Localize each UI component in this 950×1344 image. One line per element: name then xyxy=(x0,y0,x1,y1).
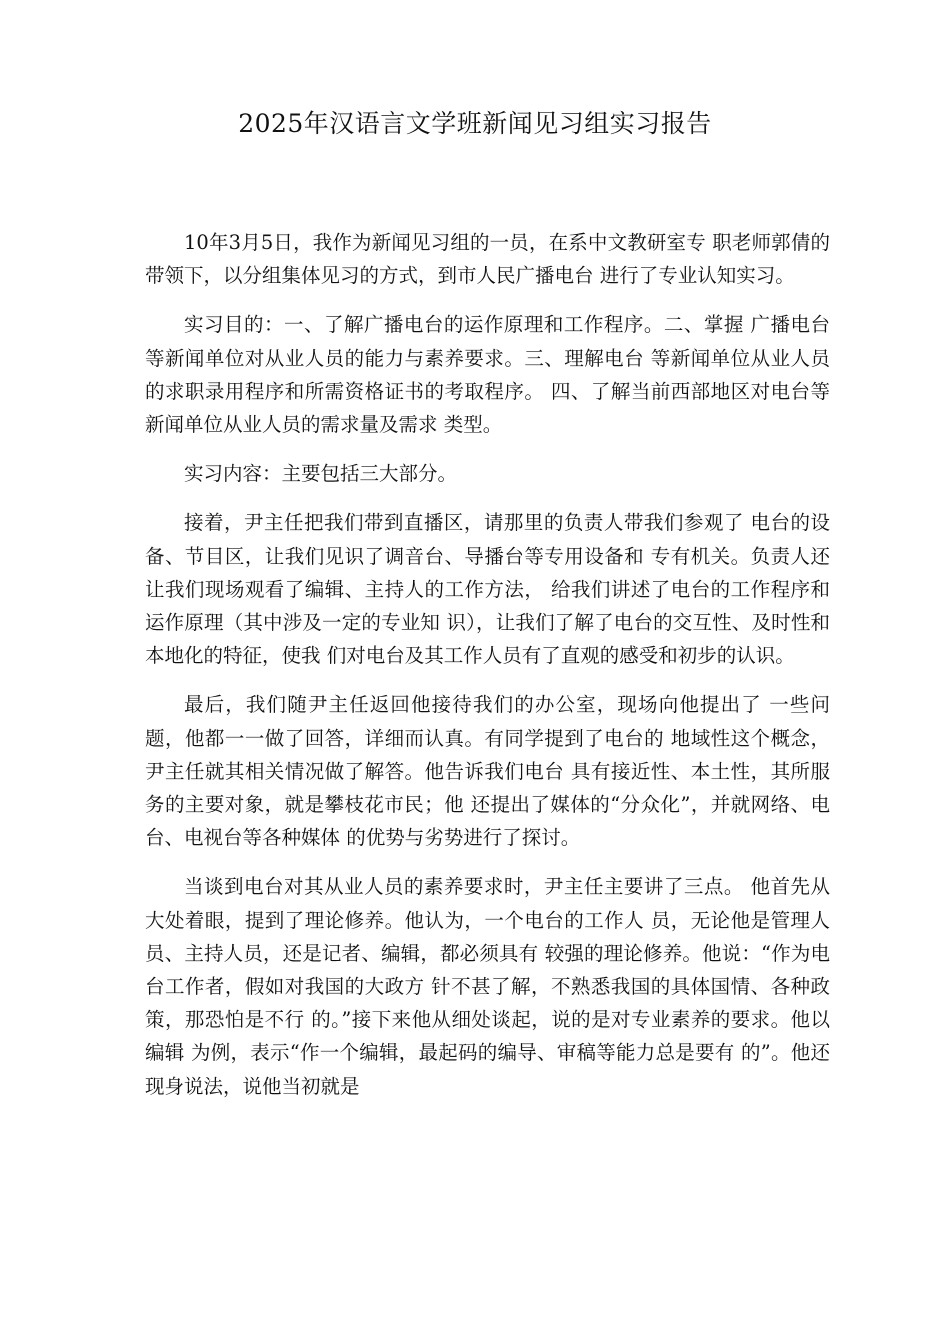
document-title: 2025年汉语言文学班新闻见习组实习报告 xyxy=(238,109,712,138)
paragraph-purpose: 实习目的：一、了解广播电台的运作原理和工作程序。二、掌握 广播电台等新闻单位对从业人员的能力与素养要求。三、理解电台 等新闻单位从业人员的求职录用程序和所需资格证书的考取程序。 四、了解当前西部地区对电台等新闻单位从业人员的需求量及需求 类型。 xyxy=(145,313,830,437)
document-body xyxy=(145,226,830,1119)
paragraph-qa: 最后，我们随尹主任返回他接待我们的办公室，现场向他提出了 一些问题，他都一一做了回答，详细而认真。有同学提到了电台的 地域性这个概念，尹主任就其相关情况做了解答。他告诉我们电台 具有接近性、本土性，其所服务的主要对象，就是攀枝花市民；他 还提出了媒体的“分众化”，并就网络、电台、电视台等各种媒体 的优势与劣势进行了探讨。 xyxy=(145,693,830,850)
paragraph-requirements: 当谈到电台对其从业人员的素养要求时，尹主任主要讲了三点。 他首先从大处着眼，提到了理论修养。他认为，一个电台的工作人 员，无论他是管理人员、主持人员，还是记者、编辑，都必须具有 较强的理论修养。他说：“作为电台工作者，假如对我国的大政方 针不甚了解，不熟悉我国的具体国情、各种政策，那恐怕是不行 的。”接下来他从细处谈起，说的是对专业素养的要求。他以编辑 为例，表示“作一个编辑，最起码的编导、审稿等能力总是要有 的”。他还现身说法，说他当初就是 xyxy=(145,875,830,1098)
paragraph-intro: 10年3月5日，我作为新闻见习组的一员，在系中文教研室专 职老师郭倩的带领下，以分组集体见习的方式，到市人民广播电台 进行了专业认知实习。 xyxy=(145,231,830,288)
paragraph-visit: 接着，尹主任把我们带到直播区，请那里的负责人带我们参观了 电台的设备、节目区，让我们见识了调音台、导播台等专用设备和 专有机关。负责人还让我们现场观看了编辑、主持人的工作方法， 给我们讲述了电台的工作程序和运作原理（其中涉及一定的专业知 识），让我们了解了电台的交互性、及时性和本地化的特征，使我 们对电台及其工作人员有了直观的感受和初步的认识。 xyxy=(145,511,830,668)
paragraph-content: 实习内容：主要包括三大部分。 xyxy=(184,462,458,486)
